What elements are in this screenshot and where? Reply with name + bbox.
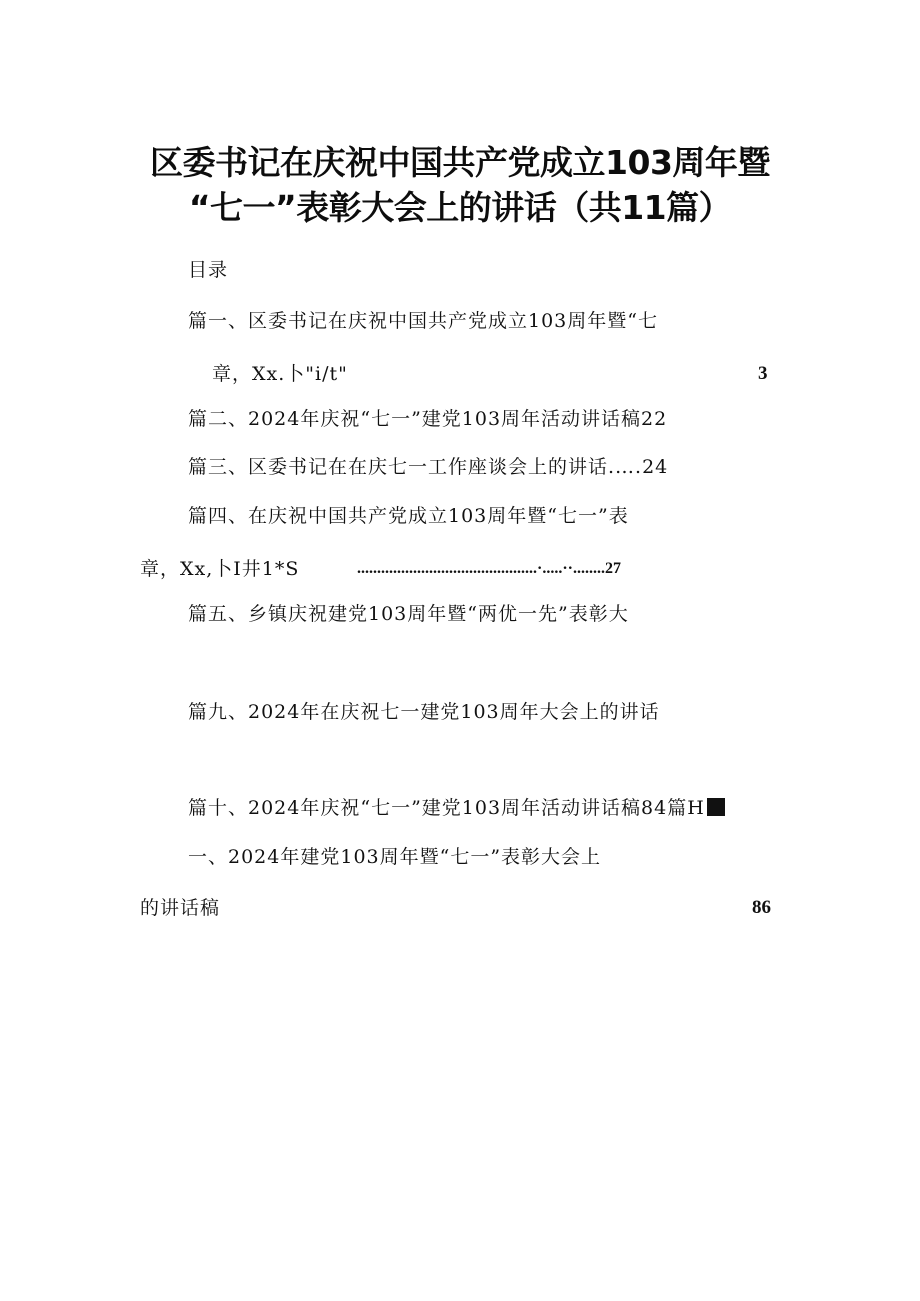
toc-entry-1: 篇一、区委书记在庆祝中国共产党成立103周年暨“七	[188, 310, 658, 332]
toc-entry-10-text: 篇十、2024年庆祝“七一”建党103周年活动讲话稿84篇H	[188, 797, 705, 819]
document-title-line-1: 区委书记在庆祝中国共产党成立103周年暨	[150, 143, 770, 182]
toc-entry-1-page-number: 3	[758, 363, 768, 384]
toc-entry-5: 篇五、乡镇庆祝建党103周年暨“两优一先”表彰大	[188, 603, 629, 625]
toc-entry-9: 篇九、2024年在庆祝七一建党103周年大会上的讲话	[188, 701, 660, 723]
redaction-block-icon	[707, 798, 725, 816]
toc-entry-11-continuation: 的讲话稿	[140, 897, 221, 919]
toc-entry-11: 一、2024年建党103周年暨“七一”表彰大会上	[188, 846, 602, 868]
toc-entry-4-continuation: 章，Xx,卜I井1*S	[140, 558, 300, 580]
toc-entry-3: 篇三、区委书记在在庆七一工作座谈会上的讲话.….24	[188, 456, 669, 478]
toc-entry-11-page-number: 86	[752, 897, 771, 918]
document-title-line-2: “七一”表彰大会上的讲话（共11篇）	[188, 188, 732, 227]
toc-entry-10	[188, 796, 725, 820]
toc-entry-4-leader-and-page: .............................................·.....··........27	[357, 560, 622, 577]
toc-entry-4: 篇四、在庆祝中国共产党成立103周年暨“七一”表	[188, 505, 629, 527]
toc-entry-1-continuation: 章，Xx.卜"i∕t"	[212, 363, 348, 385]
toc-entry-2: 篇二、2024年庆祝“七一”建党103周年活动讲话稿22	[188, 408, 668, 430]
toc-heading: 目录	[188, 259, 229, 281]
